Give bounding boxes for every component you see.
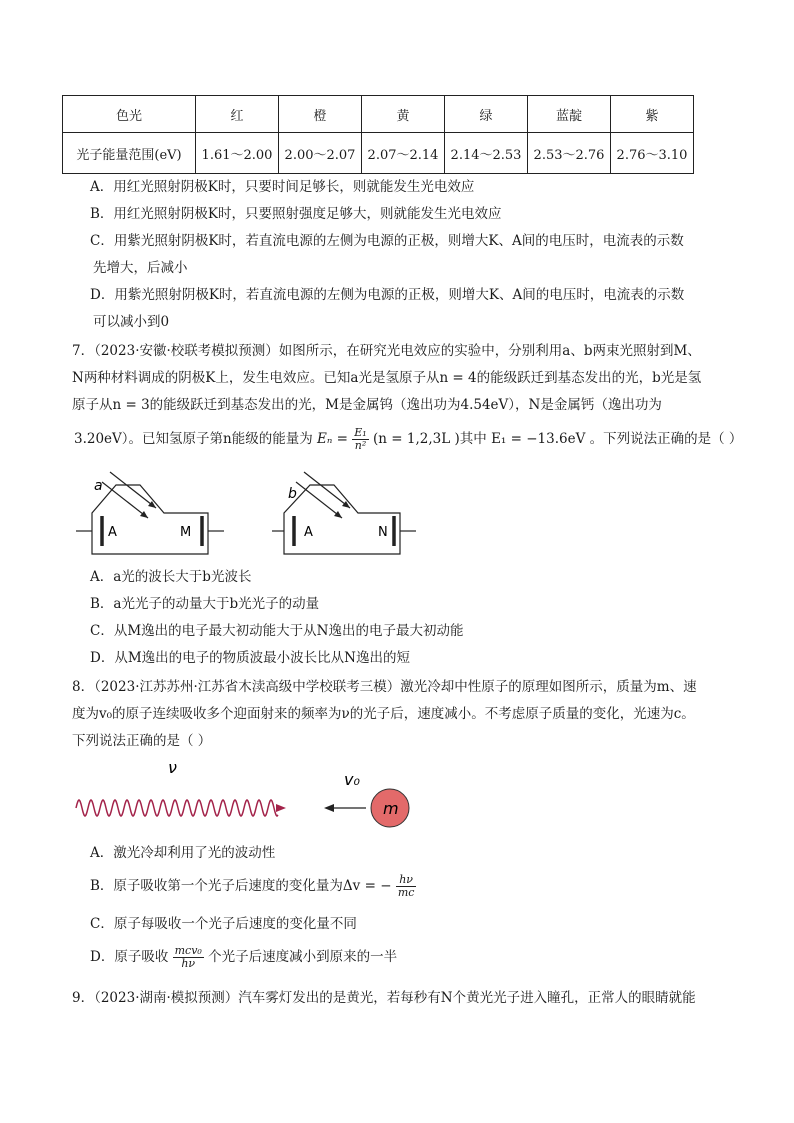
q8-option-d-fraction xyxy=(173,945,204,970)
beam-label: a xyxy=(94,478,103,494)
q8-laser-cooling-figure xyxy=(72,755,422,835)
fraction-numerator: E₁ xyxy=(354,426,367,439)
q8-stem-line3: 下列说法正确的是（ ） xyxy=(72,733,212,749)
q6-option-d-cont: 可以减小到0 xyxy=(93,314,170,330)
q8-stem-line2: 度为v₀的原子连续吸收多个迎面射来的频率为ν的光子后，速度减小。不考虑原子质量的变化，光速为c。 xyxy=(72,706,695,722)
electrode-m-label: M xyxy=(180,525,192,540)
table-cell: 紫 xyxy=(611,96,694,133)
q8-option-a: A．激光冷却利用了光的波动性 xyxy=(90,845,276,861)
q7-option-a: A．a光的波长大于b光波长 xyxy=(90,569,252,585)
mass-label: m xyxy=(383,799,399,818)
q8-option-d xyxy=(90,945,397,970)
table-cell: 色光 xyxy=(63,96,196,133)
table-cell: 蓝靛 xyxy=(528,96,611,133)
q8-option-d-post: 个光子后速度减小到原来的一半 xyxy=(208,949,398,965)
fraction-numerator: mcv₀ xyxy=(174,944,202,957)
table-cell: 2.76～3.10 xyxy=(611,133,694,174)
velocity-label: v₀ xyxy=(344,770,360,789)
q6-option-c-cont: 先增大，后减小 xyxy=(93,260,188,276)
q7-stem-line3: 原子从n = 3的能级跃迁到基态发出的光，M是金属钨（逸出功为4.54eV），N是金属钙（逸出功为 xyxy=(72,397,662,413)
electrode-a-label: A xyxy=(304,525,313,540)
q7-stem-line1: 7．（2023·安徽·校联考模拟预测）如图所示，在研究光电效应的实验中，分别利用a、b两束光照射到M、 xyxy=(72,343,701,359)
q8-option-d-pre: D．原子吸收 xyxy=(90,949,169,965)
q7-formula-fraction xyxy=(352,427,368,452)
q7-figure-b xyxy=(268,462,428,558)
table-cell: 1.61～2.00 xyxy=(196,133,279,174)
q6-option-d: D．用紫光照射阴极K时，若直流电源的左侧为电源的正极，则增大K、A间的电压时，电流表的示数 xyxy=(90,287,685,303)
table-cell: 2.07～2.14 xyxy=(362,133,445,174)
q8-option-c: C．原子每吸收一个光子后速度的变化量不同 xyxy=(90,916,357,932)
wave-arrowhead xyxy=(276,804,286,812)
q7-stem-line2: N两种材料调成的阴极K上，发生电效应。已知a光是氢原子从n = 4的能级跃迁到基态发出的光，b光是氢 xyxy=(72,370,702,386)
velocity-arrowhead xyxy=(324,804,334,812)
table-cell: 2.00～2.07 xyxy=(279,133,362,174)
q6-option-b: B．用红光照射阴极K时，只要照射强度足够大，则就能发生光电效应 xyxy=(90,206,502,222)
table-cell: 2.14～2.53 xyxy=(445,133,528,174)
table-cell: 黄 xyxy=(362,96,445,133)
q6-option-a: A．用红光照射阴极K时，只要时间足够长，则就能发生光电效应 xyxy=(90,179,475,195)
q7-option-c: C．从M逸出的电子最大初动能大于从N逸出的电子最大初动能 xyxy=(90,623,464,639)
table-cell: 光子能量范围(eV) xyxy=(63,133,196,174)
q6-option-c: C．用紫光照射阴极K时，若直流电源的左侧为电源的正极，则增大K、A间的电压时，电流表的示数 xyxy=(90,233,684,249)
photon-energy-table xyxy=(62,95,694,174)
q7-line4-a: 3.20eV）。已知氢原子第n能级的能量为 xyxy=(74,431,313,447)
fraction-denominator: n² xyxy=(354,439,367,452)
q7-formula-lhs: Eₙ = xyxy=(317,431,348,447)
photon-wave xyxy=(76,800,278,816)
table-cell: 橙 xyxy=(279,96,362,133)
q9-stem-line1: 9．（2023·湖南·模拟预测）汽车雾灯发出的是黄光，若每秒有N个黄光光子进入瞳孔，正常人的眼睛就能 xyxy=(72,990,696,1006)
q8-stem-line1: 8．（2023·江苏苏州·江苏省木渎高级中学校联考三模）激光冷却中性原子的原理如图所示，质量为m、速 xyxy=(72,679,697,695)
table-row xyxy=(63,133,694,174)
table-cell: 红 xyxy=(196,96,279,133)
q7-stem-line4 xyxy=(74,427,742,452)
q7-line4-c: E₁ = −13.6eV xyxy=(491,431,586,447)
fraction-denominator: hν xyxy=(181,957,196,970)
beam-label: b xyxy=(288,486,297,502)
q8-option-b xyxy=(90,874,416,899)
frequency-label: ν xyxy=(168,758,177,777)
q7-figure-a xyxy=(72,462,232,558)
q8-option-b-fraction xyxy=(396,874,417,899)
table-header-row xyxy=(63,96,694,133)
electrode-n-label: N xyxy=(378,525,388,540)
fraction-denominator: mc xyxy=(397,886,415,899)
fraction-numerator: hν xyxy=(396,874,417,887)
q7-option-d: D．从M逸出的电子的物质波最小波长比从N逸出的短 xyxy=(90,650,410,666)
q7-line4-b: (n = 1,2,3L )其中 xyxy=(373,431,487,447)
q7-line4-d: 。下列说法正确的是（ ） xyxy=(589,431,743,447)
table-cell: 绿 xyxy=(445,96,528,133)
electrode-a-label: A xyxy=(108,525,117,540)
q7-option-b: B．a光光子的动量大于b光光子的动量 xyxy=(90,596,320,612)
table-cell: 2.53～2.76 xyxy=(528,133,611,174)
q8-option-b-text: B．原子吸收第一个光子后速度的变化量为Δv = − xyxy=(90,878,392,894)
